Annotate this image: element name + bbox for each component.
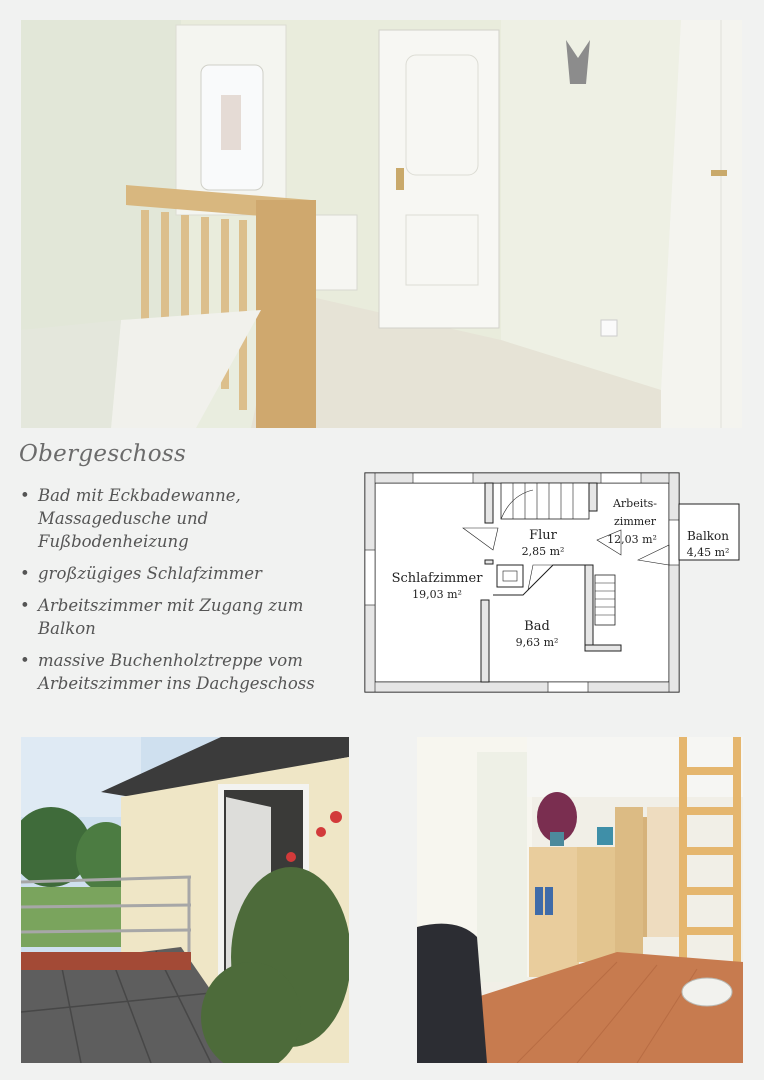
room-label: Balkon — [686, 529, 730, 543]
room-area: 9,63 m² — [515, 636, 559, 649]
room-area: 12,03 m² — [607, 533, 657, 546]
room-label: zimmer — [614, 515, 656, 528]
list-item: • großzügiges Schlafzimmer — [18, 562, 338, 585]
floor-plan — [363, 470, 743, 694]
room-area: 4,45 m² — [686, 546, 730, 559]
list-item: • massive Buchenholztreppe vom Arbeitszimmer ins Dachgeschoss — [18, 649, 338, 695]
section-title: Obergeschoss — [19, 441, 187, 467]
room-area: 19,03 m² — [412, 588, 462, 601]
room-label: Schlafzimmer — [391, 571, 483, 586]
room-label: Flur — [529, 528, 557, 543]
balcony-photo — [21, 737, 349, 1063]
room-label: Bad — [524, 619, 550, 634]
room-label: Arbeits- — [612, 497, 658, 510]
list-item: • Arbeitszimmer mit Zugang zum Balkon — [18, 594, 338, 640]
hallway-photo — [21, 20, 742, 428]
office-photo — [417, 737, 743, 1063]
room-area: 2,85 m² — [521, 545, 565, 558]
list-item: • Bad mit Eckbadewanne, Massagedusche und Fußbodenheizung — [18, 484, 338, 553]
feature-list — [18, 484, 338, 704]
